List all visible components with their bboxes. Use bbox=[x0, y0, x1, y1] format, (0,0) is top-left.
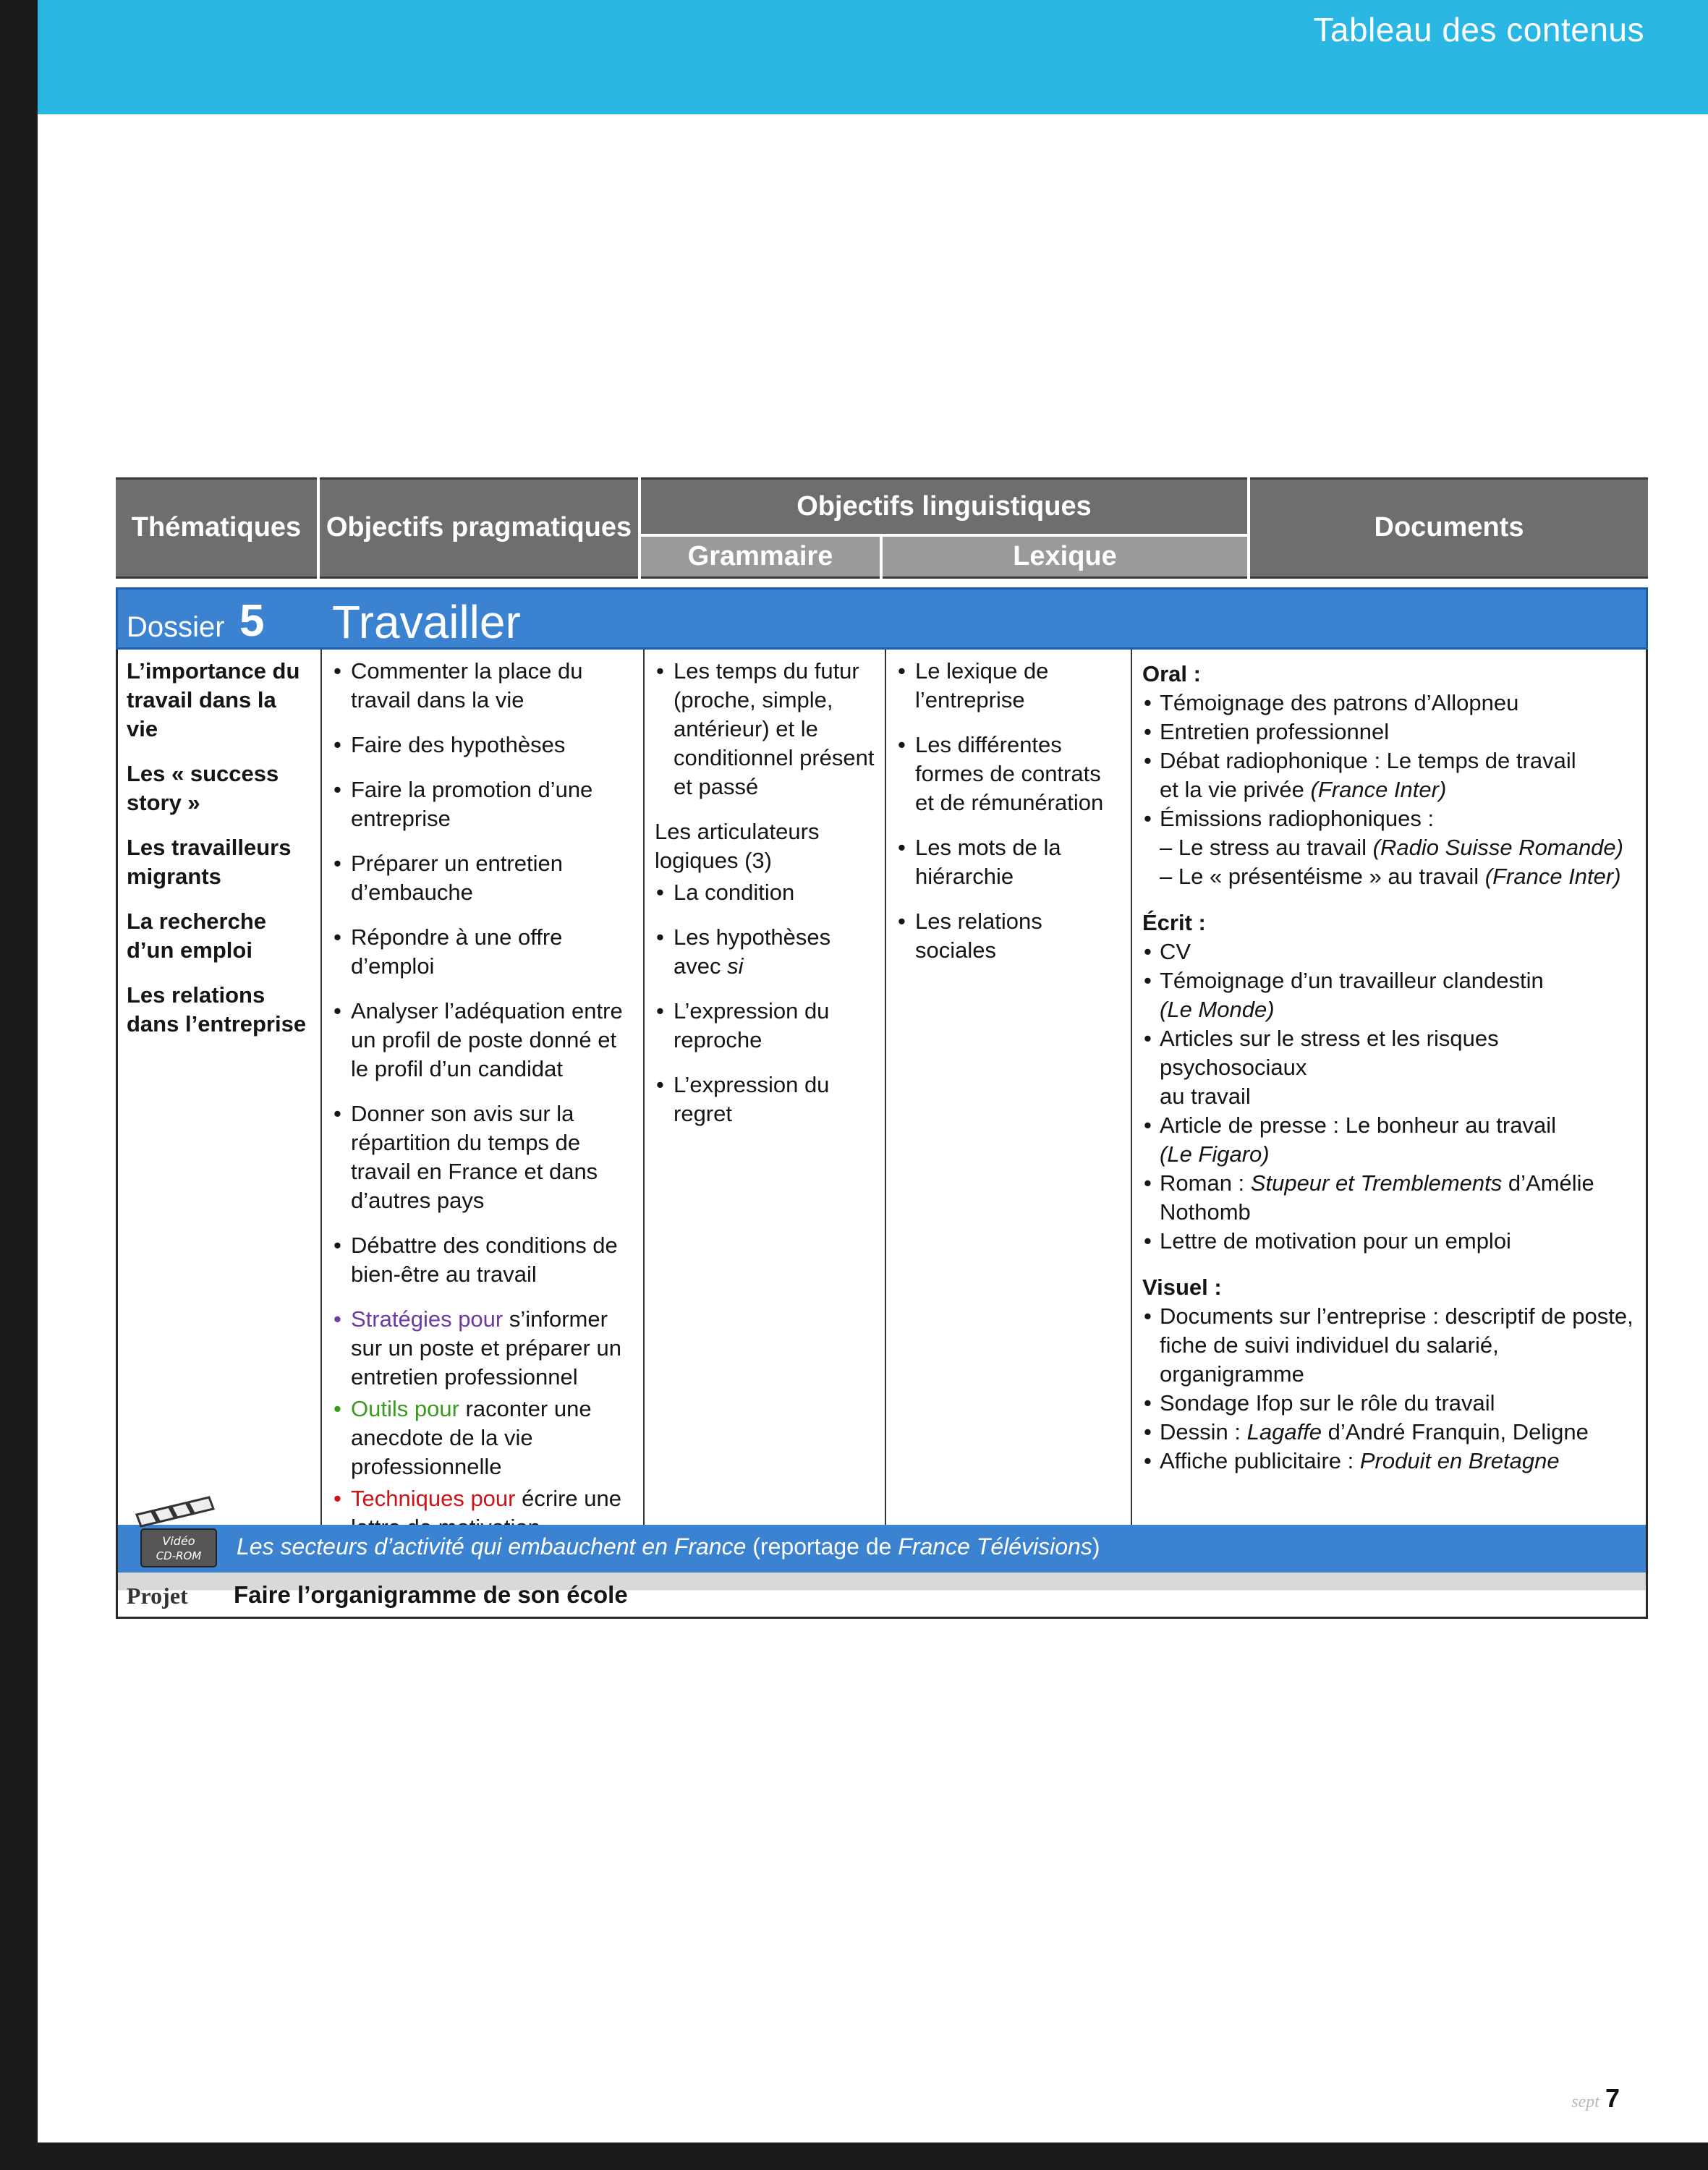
document-text: et la vie privée bbox=[1160, 777, 1304, 802]
hypotheses-si: si bbox=[727, 953, 744, 979]
objectif-item: • Donner son avis sur la répartition du temps de travail en France et dans d’autres pays bbox=[332, 1099, 636, 1215]
document-source: (Radio Suisse Romande) bbox=[1372, 835, 1623, 860]
header-linguistiques: Objectifs linguistiques bbox=[641, 477, 1247, 534]
document-item: • Articles sur le stress et les risques psychosociaux bbox=[1142, 1024, 1639, 1082]
projet-text: Faire l’organigramme de son école bbox=[234, 1581, 628, 1608]
projet-label: Projet bbox=[127, 1583, 188, 1609]
header-thematiques: Thématiques bbox=[116, 477, 317, 579]
document-title: Stupeur et Tremblements bbox=[1250, 1170, 1503, 1196]
objectif-item: • Préparer un entretien d’embauche bbox=[332, 849, 636, 907]
outils-label: Outils pour bbox=[351, 1396, 459, 1421]
strategies-text: s’informer sur un poste et préparer un entretien professionnel bbox=[351, 1306, 621, 1390]
video-icon-label: CD-ROM bbox=[156, 1549, 202, 1562]
document-item-cont bbox=[1142, 775, 1639, 804]
techniques-label: Techniques pour bbox=[351, 1486, 516, 1511]
grammaire-item: • Les temps du futur (proche, simple, antérieur) et le conditionnel présent et passé bbox=[655, 657, 878, 801]
col-lexique bbox=[885, 650, 1131, 1525]
hypotheses-text: Les hypothèses avec bbox=[674, 924, 831, 979]
objectif-item: • Faire la promotion d’une entreprise bbox=[332, 775, 636, 833]
scan-edge-bottom bbox=[38, 2143, 1708, 2170]
col-grammaire bbox=[643, 650, 885, 1525]
document-item bbox=[1142, 1169, 1639, 1198]
document-item: • Sondage Ifop sur le rôle du travail bbox=[1142, 1389, 1639, 1418]
document-text: Roman : bbox=[1160, 1170, 1245, 1196]
col-documents bbox=[1131, 650, 1646, 1525]
strategies-label: Stratégies pour bbox=[351, 1306, 504, 1332]
techniques-text: écrire une bbox=[522, 1486, 621, 1511]
thematique-item: L’importance du travail dans la vie bbox=[127, 658, 300, 741]
strategies-item bbox=[332, 1305, 636, 1392]
header-documents: Documents bbox=[1250, 477, 1648, 579]
document-source: (Le Monde) bbox=[1160, 997, 1275, 1022]
header-grammaire: Grammaire bbox=[641, 537, 880, 579]
document-item: • Article de presse : Le bonheur au travail bbox=[1142, 1111, 1639, 1140]
document-item: • Débat radiophonique : Le temps de travail bbox=[1142, 746, 1639, 775]
grammaire-item: • La condition bbox=[655, 878, 878, 907]
page-title: Tableau des contenus bbox=[1313, 11, 1644, 48]
lexique-item: • Le lexique de l’entreprise bbox=[896, 657, 1123, 715]
document-item: • CV bbox=[1142, 937, 1639, 966]
document-item-cont: Nothomb bbox=[1160, 1199, 1251, 1225]
document-subitem bbox=[1142, 833, 1639, 862]
table-header bbox=[116, 477, 1648, 579]
objectif-item: • Faire des hypothèses bbox=[332, 731, 636, 760]
thematique-item: Les travailleurs migrants bbox=[127, 835, 292, 889]
video-title: Les secteurs d’activité qui embauchent en France bbox=[237, 1533, 747, 1560]
objectif-item: • Analyser l’adéquation entre un profil de poste donné et le profil d’un candidat bbox=[332, 997, 636, 1084]
dossier-label: Dossier bbox=[127, 611, 225, 643]
document-title: Lagaffe bbox=[1246, 1419, 1322, 1444]
page-number-digit: 7 bbox=[1605, 2083, 1620, 2113]
objectif-item: • Répondre à une offre d’emploi bbox=[332, 923, 636, 981]
table-body bbox=[116, 650, 1648, 1525]
thematique-item: La recherche d’un emploi bbox=[127, 909, 266, 963]
document-item-cont: fiche de suivi individuel du salarié, organigramme bbox=[1160, 1332, 1499, 1387]
document-item: • Témoignage des patrons d’Allopneu bbox=[1142, 689, 1639, 718]
documents-visuel-heading: Visuel : bbox=[1142, 1275, 1222, 1300]
objectif-item: • Débattre des conditions de bien-être au travail bbox=[332, 1231, 636, 1289]
document-text: – Le « présentéisme » au travail bbox=[1160, 864, 1479, 889]
lexique-item: • Les mots de la hiérarchie bbox=[896, 833, 1123, 891]
outils-text: raconter une anecdote de la vie professionnelle bbox=[351, 1396, 592, 1479]
lexique-item: • Les relations sociales bbox=[896, 907, 1123, 965]
outils-item bbox=[332, 1395, 636, 1481]
documents-oral-heading: Oral : bbox=[1142, 661, 1201, 686]
video-text bbox=[237, 1533, 1100, 1560]
grammaire-item: • L’expression du reproche bbox=[655, 997, 878, 1055]
video-mid: (reportage de bbox=[752, 1533, 892, 1560]
document-text: Affiche publicitaire : bbox=[1160, 1448, 1354, 1473]
grammaire-item: • L’expression du regret bbox=[655, 1071, 878, 1128]
thematique-item: Les « success story » bbox=[127, 761, 279, 815]
document-title: Produit en Bretagne bbox=[1359, 1448, 1560, 1473]
grammaire-item bbox=[655, 923, 878, 981]
document-item: • Émissions radiophoniques : bbox=[1142, 804, 1639, 833]
page-number bbox=[1571, 2083, 1620, 2114]
document-text: Dessin : bbox=[1160, 1419, 1241, 1444]
dossier-number: 5 bbox=[239, 596, 265, 646]
lexique-item: • Les différentes formes de contrats et de rémunération bbox=[896, 731, 1123, 817]
projet-row bbox=[116, 1573, 1648, 1619]
document-item: • Témoignage d’un travailleur clandestin bbox=[1142, 966, 1639, 995]
video-end: ) bbox=[1092, 1533, 1100, 1560]
documents-ecrit-heading: Écrit : bbox=[1142, 910, 1206, 935]
document-source: (France Inter) bbox=[1310, 777, 1447, 802]
video-band bbox=[116, 1525, 1648, 1573]
document-item bbox=[1142, 1418, 1639, 1447]
header-pragmatiques: Objectifs pragmatiques bbox=[320, 477, 638, 579]
document-text: – Le stress au travail bbox=[1160, 835, 1367, 860]
document-text: d’Amélie bbox=[1508, 1170, 1594, 1196]
grammaire-articulateurs: Les articulateurs logiques (3) bbox=[655, 819, 820, 873]
video-icon-label: Vidéo bbox=[162, 1534, 195, 1548]
col-thematiques bbox=[118, 650, 320, 1525]
contents-table bbox=[116, 477, 1648, 1619]
document-item: • Entretien professionnel bbox=[1142, 718, 1639, 746]
document-item-cont bbox=[1142, 995, 1639, 1024]
document-item: • Lettre de motivation pour un emploi bbox=[1142, 1227, 1639, 1256]
video-source: France Télévisions bbox=[898, 1533, 1092, 1560]
document-item bbox=[1142, 1447, 1639, 1476]
col-pragmatiques bbox=[320, 650, 643, 1525]
document-source: (France Inter) bbox=[1484, 864, 1621, 889]
top-band bbox=[38, 0, 1708, 114]
clapperboard-icon bbox=[129, 1493, 222, 1570]
document-item: • Documents sur l’entreprise : descriptif de poste, bbox=[1142, 1302, 1639, 1331]
scan-edge-left bbox=[0, 0, 38, 2170]
document-subitem bbox=[1142, 862, 1639, 891]
document-text: d’André Franquin, Deligne bbox=[1327, 1419, 1589, 1444]
header-lexique: Lexique bbox=[883, 537, 1247, 579]
document-item-cont: au travail bbox=[1160, 1084, 1251, 1109]
dossier-banner bbox=[116, 587, 1648, 650]
objectif-item: • Commenter la place du travail dans la vie bbox=[332, 657, 636, 715]
dossier-title: Travailler bbox=[332, 596, 521, 648]
thematique-item: Les relations dans l’entreprise bbox=[127, 982, 307, 1037]
header-linguistiques-group bbox=[641, 477, 1247, 579]
page-number-word: sept bbox=[1571, 2093, 1599, 2111]
document-source: (Le Figaro) bbox=[1160, 1141, 1270, 1167]
document-item-cont bbox=[1142, 1140, 1639, 1169]
